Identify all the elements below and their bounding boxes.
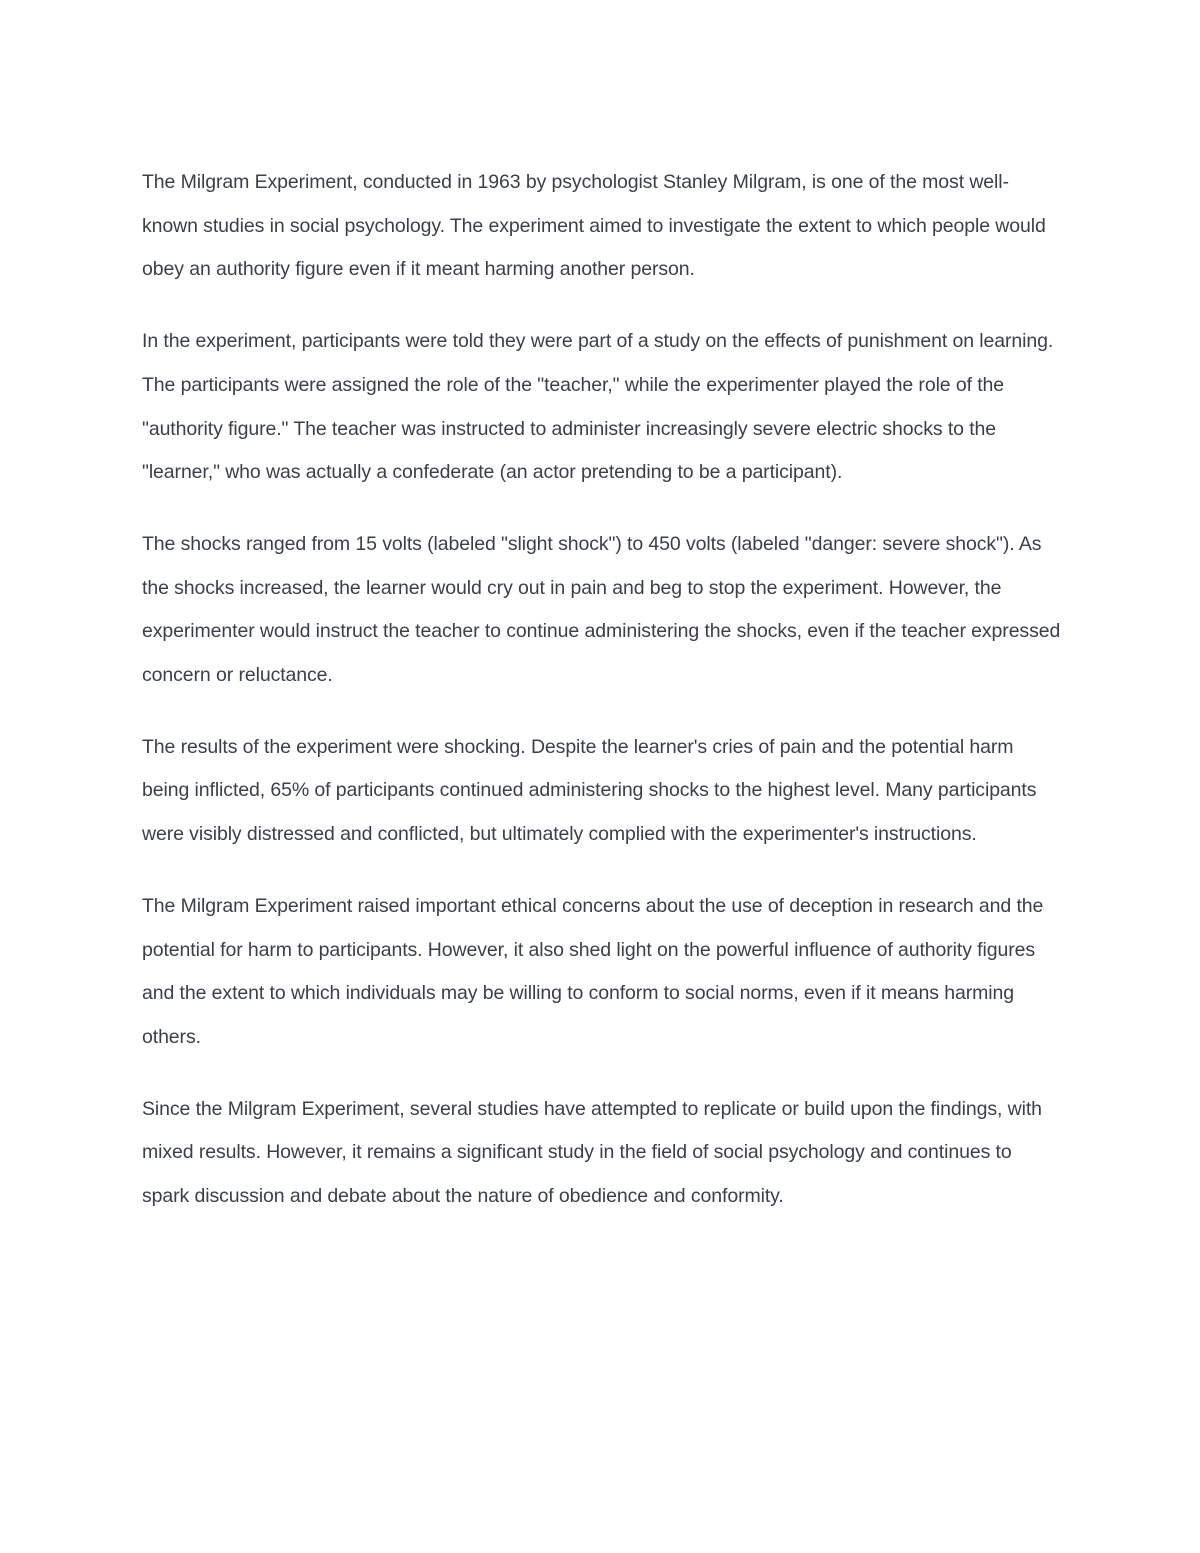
paragraph-3: The shocks ranged from 15 volts (labeled "slight shock") to 450 volts (labeled "danger: severe shock"). As the shocks increased, the learner would cry out in pain and beg to stop the experiment. However, the experimenter would instruct the teacher to continue administering the shocks, even if the teacher expressed concern or reluctance. [142, 532, 1061, 687]
paragraph-4: The results of the experiment were shocking. Despite the learner's cries of pain and the potential harm being inflicted, 65% of participants continued administering shocks to the highest level. Many participants were visibly distressed and conflicted, but ultimately complied with the experimenter's instructions. [142, 735, 1037, 846]
paragraph-1: The Milgram Experiment, conducted in 1963 by psychologist Stanley Milgram, is one of the most well-known studies in social psychology. The experiment aimed to investigate the extent to which people would obey an authority figure even if it meant harming another person. [142, 171, 1046, 281]
paragraph-6: Since the Milgram Experiment, several studies have attempted to replicate or build upon the findings, with mixed results. However, it remains a significant study in the field of social psychology and continues to spark discussion and debate about the nature of obedience and conformity. [142, 1097, 1042, 1208]
document-body [142, 161, 1064, 1247]
paragraph-2: In the experiment, participants were told they were part of a study on the effects of punishment on learning. The participants were assigned the role of the "teacher," while the experimenter played the role of the "authority figure." The teacher was instructed to administer increasingly severe electric shocks to the "learner," who was actually a confederate (an actor pretending to be a participant). [142, 330, 1054, 484]
paragraph-5: The Milgram Experiment raised important ethical concerns about the use of deception in research and the potential for harm to participants. However, it also shed light on the powerful influence of authority figures and the extent to which individuals may be willing to conform to social norms, even if it means harming others. [142, 894, 1044, 1048]
